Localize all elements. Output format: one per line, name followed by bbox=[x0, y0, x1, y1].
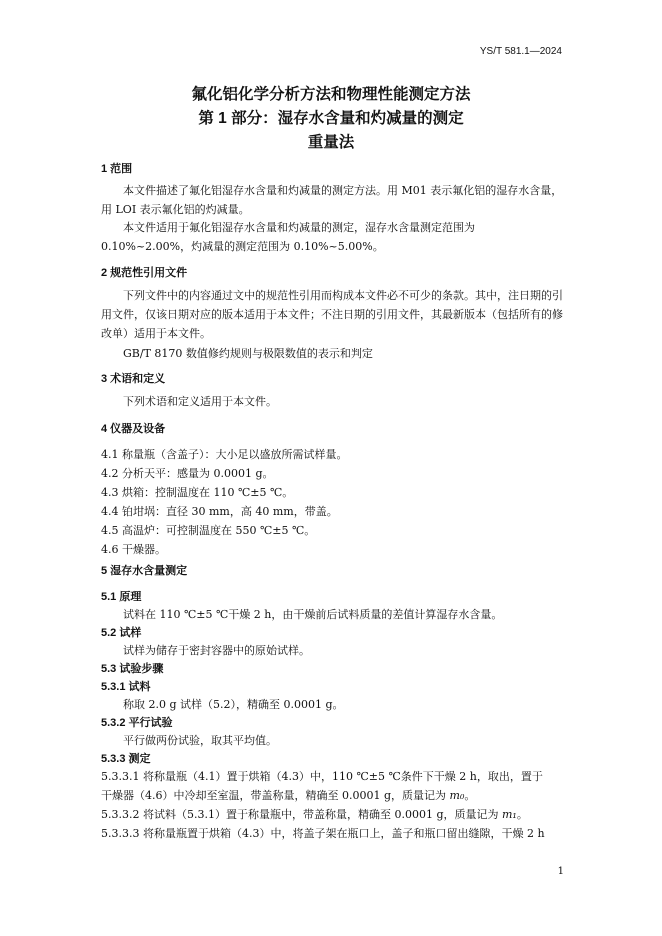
equipment-item: 4.4 铂坩埚：直径 30 mm，高 40 mm，带盖。 bbox=[101, 505, 338, 518]
section-4-heading: 4 仪器及设备 bbox=[101, 423, 166, 435]
mass-variable: m₀ bbox=[449, 789, 465, 802]
step-5-3-3-3: 5.3.3.3 将称量瓶置于烘箱（4.3）中，将盖子架在瓶口上，盖子和瓶口留出缝隙，干燥 2 h bbox=[101, 827, 545, 840]
subsection-5-1-heading: 5.1 原理 bbox=[101, 591, 142, 603]
subsection-5-3-1-heading: 5.3.1 试料 bbox=[101, 681, 151, 693]
equipment-item: 4.5 高温炉：可控制温度在 550 ℃±5 ℃。 bbox=[101, 524, 316, 537]
section-2-para-1: 下列文件中的内容通过文中的规范性引用而构成本文件必不可少的条款。其中，注日期的引用文件，仅该日期对应的版本适用于本文件；不注日期的引用文件，其最新版本（包括所有的修改单）适用于本文件。 bbox=[101, 289, 563, 340]
section-1-heading: 1 范围 bbox=[101, 163, 133, 175]
subsection-5-3-heading: 5.3 试验步骤 bbox=[101, 663, 164, 675]
step-5-3-3-2 bbox=[101, 806, 528, 822]
subsection-5-1-text: 试料在 110 ℃±5 ℃干燥 2 h，由干燥前后试料质量的差值计算湿存水含量。 bbox=[123, 608, 503, 621]
page-number: 1 bbox=[557, 866, 564, 877]
subsection-5-3-2-text: 平行做两份试验，取其平均值。 bbox=[123, 734, 277, 747]
equipment-item: 4.1 称量瓶（含盖子）：大小足以盛放所需试样量。 bbox=[101, 448, 348, 461]
section-2-heading: 2 规范性引用文件 bbox=[101, 267, 188, 279]
section-3-heading: 3 术语和定义 bbox=[101, 373, 166, 385]
step-5-3-3-1-line-2 bbox=[101, 787, 475, 803]
subsection-5-3-3-heading: 5.3.3 测定 bbox=[101, 753, 151, 765]
equipment-item: 4.6 干燥器。 bbox=[101, 543, 166, 556]
doc-title-line3: 重量法 bbox=[307, 134, 355, 151]
equipment-item: 4.2 分析天平：感量为 0.0001 g。 bbox=[101, 467, 274, 480]
doc-title-line2: 第 1 部分：湿存水含量和灼减量的测定 bbox=[198, 110, 464, 127]
section-1-para-2: 本文件适用于氟化铝湿存水含量和灼减量的测定，湿存水含量测定范围为 0.10%~2.00%，灼减量的测定范围为 0.10%~5.00%。 bbox=[101, 221, 475, 253]
document-code: YS/T 581.1—2024 bbox=[479, 46, 562, 57]
subsection-5-3-1-text: 称取 2.0 g 试样（5.2），精确至 0.0001 g。 bbox=[123, 698, 344, 711]
subsection-5-2-text: 试样为储存于密封容器中的原始试样。 bbox=[123, 644, 310, 657]
step-text: 干燥器（4.6）中冷却至室温，带盖称量，精确至 0.0001 g，质量记为 bbox=[101, 789, 450, 802]
doc-title-line1: 氟化铝化学分析方法和物理性能测定方法 bbox=[191, 86, 471, 103]
equipment-item: 4.3 烘箱：控制温度在 110 ℃±5 ℃。 bbox=[101, 486, 294, 499]
mass-variable: m₁ bbox=[502, 808, 517, 821]
step-text-end: 。 bbox=[464, 789, 476, 802]
section-5-heading: 5 湿存水含量测定 bbox=[101, 565, 188, 577]
step-text-end: 。 bbox=[516, 808, 528, 821]
normative-reference: GB/T 8170 数值修约规则与极限数值的表示和判定 bbox=[123, 347, 373, 360]
step-5-3-3-1-line-1: 5.3.3.1 将称量瓶（4.1）置于烘箱（4.3）中，110 ℃±5 ℃条件下干燥 2 h，取出，置于 bbox=[101, 770, 543, 783]
subsection-5-3-2-heading: 5.3.2 平行试验 bbox=[101, 717, 173, 729]
section-3-para-1: 下列术语和定义适用于本文件。 bbox=[123, 395, 277, 408]
subsection-5-2-heading: 5.2 试样 bbox=[101, 627, 142, 639]
step-text: 5.3.3.2 将试料（5.3.1）置于称量瓶中，带盖称量，精确至 0.0001 g，质量记为 bbox=[101, 808, 502, 821]
section-1-para-1: 本文件描述了氟化铝湿存水含量和灼减量的测定方法。用 M01 表示氟化铝的湿存水含量，用 LOI 表示氟化铝的灼减量。 bbox=[101, 184, 563, 216]
